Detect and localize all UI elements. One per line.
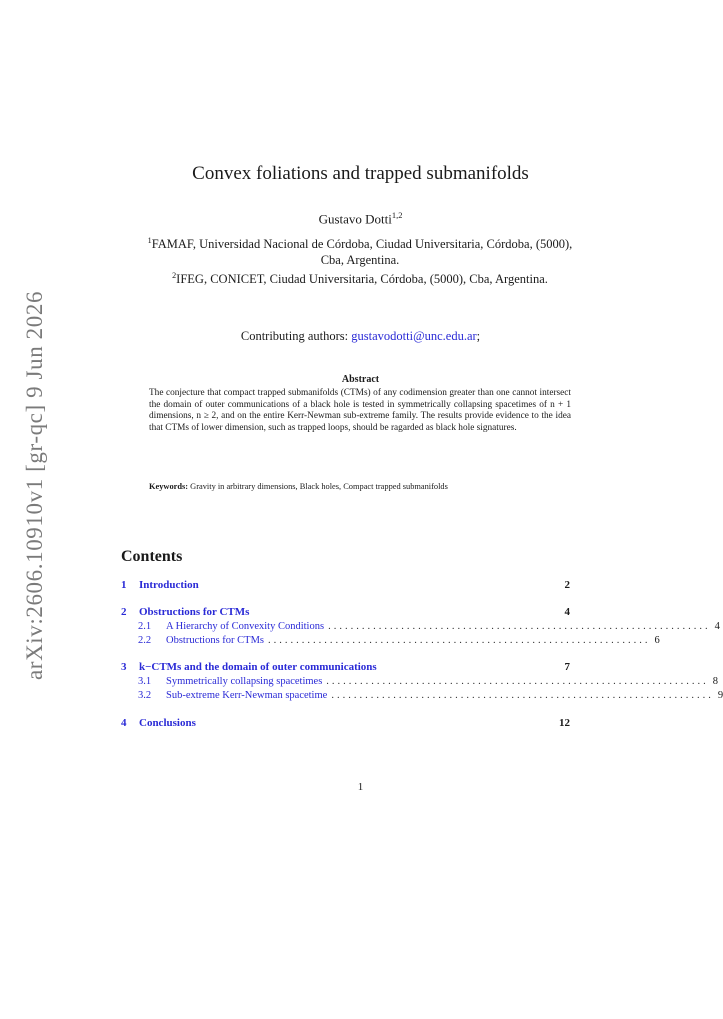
toc-section-title: Obstructions for CTMs [139, 606, 250, 618]
toc-sub-title: Sub-extreme Kerr-Newman spacetime [166, 690, 328, 701]
toc-sub-page: 6 [654, 635, 660, 646]
toc-sub-title: Obstructions for CTMs [166, 635, 264, 646]
keywords-text: Gravity in arbitrary dimensions, Black holes, Compact trapped submanifolds [190, 482, 448, 491]
toc-leader-dots: .................................................................... [328, 621, 711, 632]
toc-sub-number: 2.1 [138, 621, 152, 632]
page-number: 1 [357, 781, 364, 793]
toc-sub-number: 3.1 [138, 676, 152, 687]
toc-section-page: 7 [564, 661, 570, 673]
arxiv-identifier: arXiv:2606.10910v1 [gr-qc] 9 Jun 2026 [22, 290, 47, 680]
toc-leader-dots: .................................................................... [326, 676, 709, 687]
contributing-authors [0, 329, 721, 344]
toc-sub-page: 9 [717, 690, 723, 701]
abstract-heading: Abstract [341, 374, 380, 385]
toc-section-3[interactable] [121, 661, 570, 673]
toc-subsection-2-2[interactable] [121, 635, 660, 646]
affiliations [140, 233, 580, 287]
paper-title: Convex foliations and trapped submanifolds [192, 163, 529, 184]
affiliation-1-mark: 1 [147, 236, 152, 245]
toc-section-number: 2 [121, 606, 127, 618]
toc-section-title: k−CTMs and the domain of outer communications [139, 661, 377, 673]
toc-section-page: 4 [564, 606, 570, 618]
toc-sub-number: 2.2 [138, 635, 152, 646]
toc-sub-page: 4 [714, 621, 720, 632]
affiliation-1-text: FAMAF, Universidad Nacional de Córdoba, Ciudad Universitaria, Córdoba, (5000), Cba, Argentina. [151, 237, 573, 268]
toc-section-number: 1 [121, 579, 127, 591]
abstract-text: The conjecture that compact trapped submanifolds (CTMs) of any codimension greater than one cannot intersect the domain of outer communications of a black hole is tested in symmetrically collapsing spacetimes of n + 1 dimensions, n ≥ 2, and on the entire Kerr-Newman sub-extreme family. The results provide evidence to the idea that CTMs of lower dimension, such as trapped loops, should be ragarded as black hole signatures. [149, 388, 571, 433]
affiliation-2 [140, 268, 580, 287]
toc-subsection-2-1[interactable] [121, 621, 720, 632]
toc-section-1[interactable] [121, 579, 570, 591]
toc-section-title: Introduction [139, 579, 199, 591]
contents-heading: Contents [121, 548, 183, 565]
toc-section-title: Conclusions [139, 717, 196, 729]
toc-section-2[interactable] [121, 606, 570, 618]
toc-sub-page: 8 [712, 676, 719, 687]
contributing-label: Contributing authors: [240, 329, 349, 343]
toc-section-page: 12 [559, 717, 570, 729]
toc-subsection-3-2[interactable] [121, 690, 723, 701]
affiliation-1 [140, 233, 580, 268]
author-line [0, 210, 721, 227]
toc-section-number: 3 [121, 661, 127, 673]
toc-leader-dots: .................................................................... [331, 690, 714, 701]
toc-leader-dots: .................................................................... [268, 635, 651, 646]
toc-sub-number: 3.2 [138, 690, 152, 701]
author-affil-marks: 1,2 [391, 210, 403, 220]
toc-section-number: 4 [121, 717, 127, 729]
keywords-label: Keywords: [149, 482, 189, 491]
keywords [149, 482, 509, 493]
affiliation-2-mark: 2 [172, 271, 177, 281]
toc-sub-title: A Hierarchy of Convexity Conditions [166, 621, 325, 632]
contributing-suffix: ; [476, 329, 481, 343]
affiliation-2-text: IFEG, CONICET, Ciudad Universitaria, Córdoba, (5000), Cba, Argentina. [176, 272, 548, 287]
toc-section-4[interactable] [121, 717, 570, 729]
toc-subsection-3-1[interactable] [121, 676, 719, 687]
author-name: Gustavo Dotti [318, 211, 392, 227]
toc-section-page: 2 [564, 579, 570, 591]
toc-sub-title: Symmetrically collapsing spacetimes [166, 676, 323, 687]
email-link[interactable]: gustavodotti@unc.edu.ar [351, 329, 477, 343]
